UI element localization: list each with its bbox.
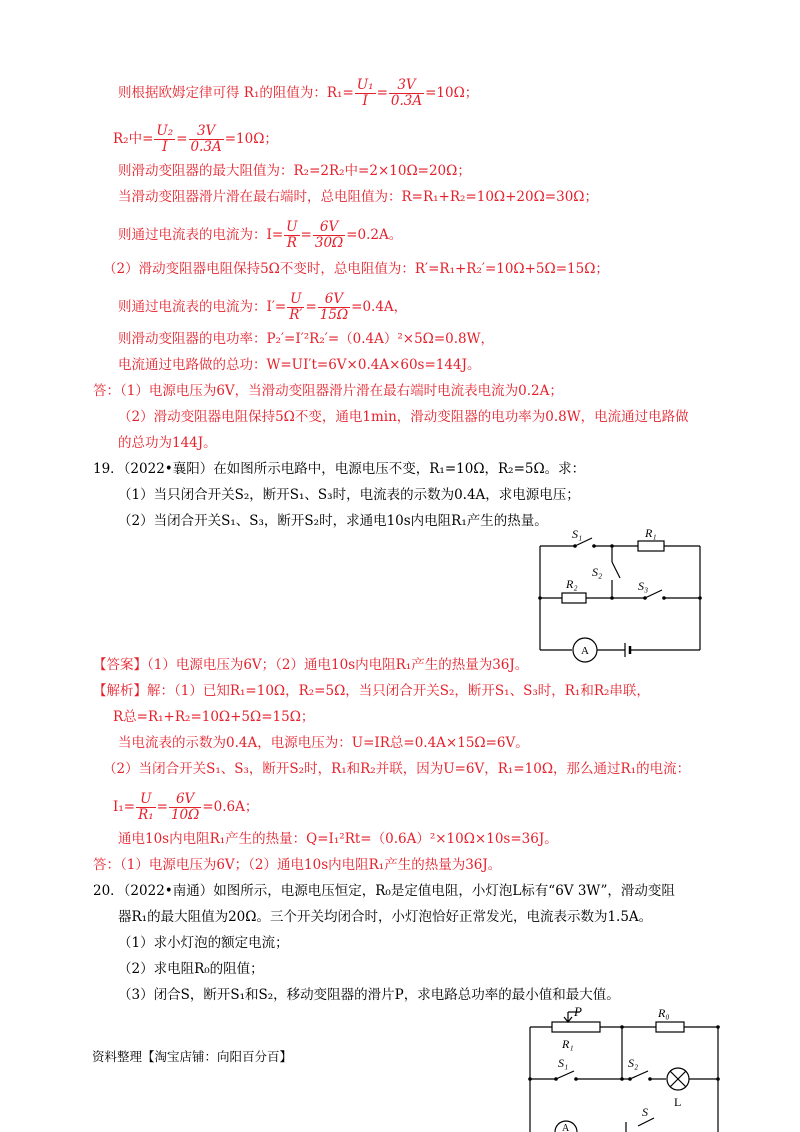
- question-20-part1: （1）求小灯泡的额定电流；: [118, 935, 289, 951]
- solution-line-current: 则通过电流表的电流为：I= $\frac{U}{R}$ = $\frac{6V}{30\Omega}$ =0.2A。: [118, 219, 403, 251]
- label-r0: R₀: [658, 1006, 670, 1020]
- question-20-stem: 20．（2022•南通）如图所示，电源电压恒定，R₀是定值电阻，小灯泡L标有“6V 3W”，滑动变阻: [93, 883, 675, 899]
- footer-source: 资料整理【淘宝店铺：向阳百分百】: [92, 1049, 293, 1064]
- answer-line: 答：（1）电源电压为6V；（2）通电10s内电阻R₁产生的热量为36J。: [93, 857, 502, 873]
- question-20-part3: （3）闭合S，断开S₁和S₂，移动变阻器的滑片P，求电路总功率的最小值和最大值。: [118, 987, 620, 1003]
- answer-line: 的总功为144J。: [118, 435, 217, 451]
- solution-line-current2: 则通过电流表的电流为：I′= $\frac{U}{R'}$ = $\frac{6V}{15\Omega}$ =0.4A，: [118, 291, 408, 323]
- question-19-part1: （1）当只闭合开关S₂，断开S₁、S₃时，电流表的示数为0.4A，求电源电压；: [118, 487, 580, 503]
- label-p: P: [574, 1004, 582, 1019]
- question-19-part2: （2）当闭合开关S₁、S₃，断开S₂时，求通电10s内电阻R₁产生的热量。: [118, 513, 548, 529]
- answer-line: 答：（1）电源电压为6V，当滑动变阻器滑片滑在最右端时电流表电流为0.2A；: [93, 383, 563, 399]
- answer-line: （2）滑动变阻器电阻保持5Ω不变，通电1min，滑动变阻器的电功率为0.8W，电流通过电路做: [118, 409, 689, 425]
- solution-line: 电流通过电路做的总功：W=UI′t=6V×0.4A×60s=144J。: [118, 357, 481, 373]
- question-19-stem: 19．（2022•襄阳）在如图所示电路中，电源电压不变，R₁=10Ω，R₂=5Ω。求：: [93, 461, 586, 477]
- label-s2: S₂: [628, 1056, 639, 1070]
- label-s1: S₁: [558, 1056, 569, 1070]
- solution-line: 则滑动变阻器的最大阻值为：R₂=2R₂中=2×10Ω=20Ω；: [118, 163, 471, 179]
- solution-line: （2）滑动变阻器电阻保持5Ω不变时，总电阻值为：R′=R₁+R₂′=10Ω+5Ω=15Ω；: [103, 261, 609, 277]
- analysis-line: 当电流表的示数为0.4A，电源电压为：U=IR总=0.4A×15Ω=6V。: [118, 735, 529, 751]
- label-s1: S₁: [572, 527, 583, 541]
- analysis-line-current: I₁= $\frac{U}{\text{R₁}}$ = $\frac{6V}{10\Omega}$ =0.6A；: [113, 791, 259, 823]
- analysis-line: R总=R₁+R₂=10Ω+5Ω=15Ω；: [113, 709, 315, 725]
- question-20-part2: （2）求电阻R₀的阻值；: [118, 961, 264, 977]
- label-s: S: [642, 1105, 648, 1119]
- analysis-line: 【解析】解：（1）已知R₁=10Ω，R₂=5Ω，当只闭合开关S₂，断开S₁、S₃时，R₁和R₂串联，: [93, 683, 650, 699]
- solution-line: 当滑动变阻器滑片滑在最右端时，总电阻值为：R=R₁+R₂=10Ω+20Ω=30Ω；: [118, 189, 598, 205]
- label-s3: S₃: [638, 579, 649, 593]
- question-20-stem-cont: 器R₁的最大阻值为20Ω。三个开关均闭合时，小灯泡恰好正常发光，电流表示数为1.5A。: [118, 909, 653, 925]
- ammeter-label: A: [581, 645, 589, 657]
- label-r1: R₁: [645, 526, 657, 540]
- analysis-line: （2）当闭合开关S₁、S₃，断开S₂时，R₁和R₂并联，因为U=6V，R₁=10Ω，那么通过R₁的电流：: [103, 761, 691, 777]
- answer-19: 【答案】（1）电源电压为6V；（2）通电10s内电阻R₁产生的热量为36J。: [93, 657, 529, 673]
- label-lamp: L: [674, 1095, 682, 1109]
- label-r2: R₂: [566, 577, 578, 591]
- circuit-diagram-q20: [518, 1004, 730, 1132]
- solution-line: 则滑动变阻器的电功率：P₂′=I′²R₂′=（0.4A）²×5Ω=0.8W，: [118, 331, 495, 347]
- solution-line-r2mid: R₂中= $\frac{\text{U₂}}{I}$ = $\frac{3V}{0.3A}$ =10Ω；: [113, 123, 278, 155]
- label-r1: R₁: [562, 1037, 574, 1051]
- circuit-diagram-q19: [530, 522, 710, 672]
- analysis-line: 通电10s内电阻R₁产生的热量：Q=I₁²Rt=（0.6A）²×10Ω×10s=36J。: [118, 831, 558, 847]
- label-s2: S₂: [592, 565, 603, 579]
- ammeter-label: A: [562, 1123, 570, 1132]
- solution-line-r1: 则根据欧姆定律可得 R₁的阻值为：R₁= $\frac{\text{U₁}}{I}$ = $\frac{3V}{0.3A}$ =10Ω；: [118, 77, 479, 109]
